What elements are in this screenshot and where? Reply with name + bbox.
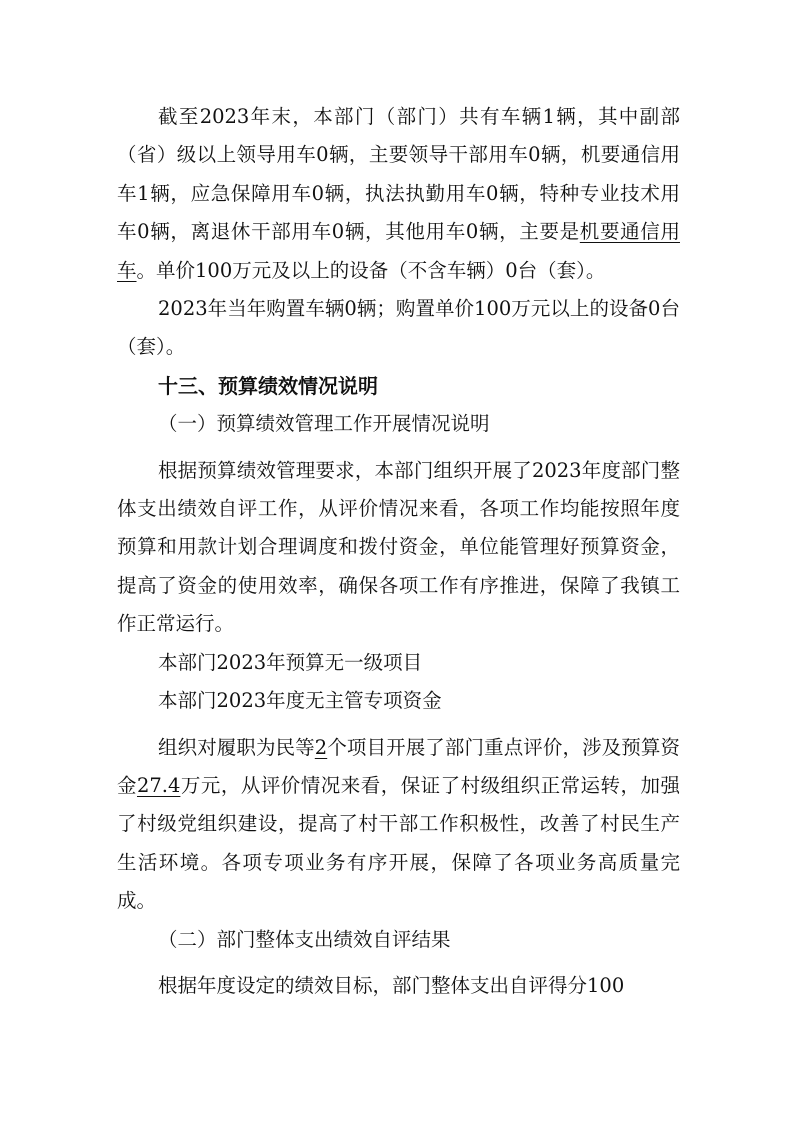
paragraph-vehicles-text: 截至2023年末，本部门（部门）共有车辆1辆，其中副部（省）级以上领导用车0辆，主要领导干部用车0辆，机要通信用车1辆，应急保障用车0辆，执法执勤用车0辆，特种专业技术用车0辆，离退休干部用车0辆，其他用车0辆，主要是 xyxy=(117,105,680,244)
paragraph-key-evaluation-text-3: 万元，从评价情况来看，保证了村级组织正常运转，加强了村级党组织建设，提高了村干部工作积极性，改善了村民生产生活环境。各项专项业务有序开展，保障了各项业务高质量完成。 xyxy=(117,773,680,913)
paragraph-no-first-level-projects: 本部门2023年预算无一级项目 xyxy=(158,650,423,674)
underlined-budget-amount: 27.4 xyxy=(136,773,181,797)
document-body xyxy=(117,98,680,1005)
underlined-project-count: 2 xyxy=(314,735,328,759)
paragraph-key-evaluation xyxy=(117,729,680,921)
paragraph-key-evaluation-text: 组织对履职为民等 xyxy=(158,735,315,759)
subheading-1: （一）预算绩效管理工作开展情况说明 xyxy=(158,412,490,436)
paragraph-purchases: 2023年当年购置车辆0辆；购置单价100万元以上的设备0台（套）。 xyxy=(117,297,680,359)
paragraph-vehicles xyxy=(117,98,680,290)
section-heading-13: 十三、预算绩效情况说明 xyxy=(158,373,378,398)
paragraph-no-special-funds: 本部门2023年度无主管专项资金 xyxy=(158,689,442,713)
paragraph-performance-management: 根据预算绩效管理要求，本部门组织开展了2023年度部门整体支出绩效自评工作，从评价情况来看，各项工作均能按照年度预算和用款计划合理调度和拨付资金，单位能管理好预算资金，提高了资金的使用效率，确保各项工作有序推进，保障了我镇工作正常运行。 xyxy=(117,458,680,636)
paragraph-self-evaluation-score: 根据年度设定的绩效目标，部门整体支出自评得分100 xyxy=(158,973,625,997)
paragraph-key-evaluation-text-2: 个项目开展了部门重点评价，涉及预算资金 xyxy=(117,735,680,797)
paragraph-vehicles-text-end: 。单价100万元及以上的设备（不含车辆）0台（套）。 xyxy=(136,258,606,282)
subheading-2: （二）部门整体支出绩效自评结果 xyxy=(158,927,451,951)
underlined-vehicle-type: 机要通信用车 xyxy=(117,220,680,282)
